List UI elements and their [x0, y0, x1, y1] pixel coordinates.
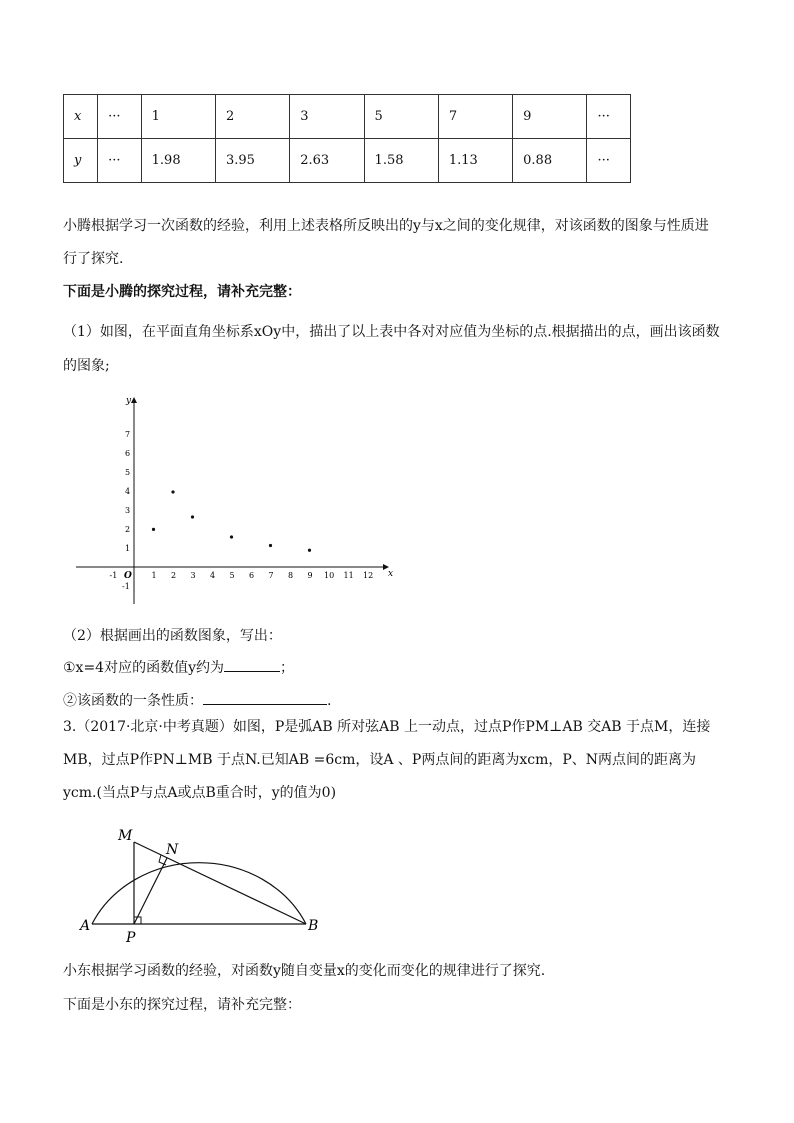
x-axis-label: x: [388, 569, 394, 579]
label-n: N: [166, 842, 179, 858]
x-tick-label: -1: [109, 571, 118, 580]
table-cell: ···: [587, 139, 631, 183]
table-cell: 1.98: [141, 139, 215, 183]
table-row-x: [64, 95, 631, 139]
table-cell: 5: [364, 95, 438, 139]
origin-label: O: [124, 571, 132, 581]
intro-line-2: 行了探究.: [63, 251, 124, 267]
q2-item-1: [63, 652, 733, 685]
data-point: [269, 544, 272, 547]
q1-line-1: （1）如图，在平面直角坐标系xOy中，描出了以上表中各对对应值为坐标的点.根据描出的点，画出该函数: [63, 324, 720, 340]
table-cell: ···: [587, 95, 631, 139]
intro-line-1: 小腾根据学习一次函数的经验，利用上述表格所反映出的y与x之间的变化规律，对该函数的图象与性质进: [63, 218, 709, 234]
table-cell: 1.13: [438, 139, 512, 183]
table-cell: 1: [141, 95, 215, 139]
plotted-points: [152, 490, 311, 552]
y-tick-label: 4: [125, 487, 131, 496]
x-tick-label: 2: [171, 571, 177, 580]
table-cell: 1.58: [364, 139, 438, 183]
q2-item-1-text: ①x=4对应的函数值y约为: [63, 660, 224, 676]
y-tick-label: -1: [122, 582, 130, 591]
q2-item-1-suffix: ；: [280, 660, 294, 676]
label-m: M: [118, 828, 133, 844]
x-tick-label: 9: [307, 571, 313, 580]
problem3-line-2: MB，过点P作PN⊥MB 于点N.已知AB =6cm，设A 、P两点间的距离为xcm，P、N两点间的距离为: [63, 752, 697, 768]
table-cell: 9: [513, 95, 587, 139]
value-table: [63, 94, 631, 183]
x-tick-label: 4: [210, 571, 216, 580]
table-cell: 7: [438, 95, 512, 139]
table-cell: 3: [290, 95, 364, 139]
coordinate-graph: [70, 390, 400, 610]
data-point: [191, 515, 194, 518]
y-tick-label: 2: [125, 525, 131, 534]
answer-blank[interactable]: [224, 657, 280, 672]
outro-line-2: 下面是小东的探究过程，请补充完整：: [63, 997, 301, 1013]
y-tick-label: 7: [125, 430, 131, 439]
semicircle-figure: [70, 818, 330, 948]
table-cell: 2.63: [290, 139, 364, 183]
segment-pn: [134, 858, 167, 924]
x-tick-label: 10: [324, 571, 335, 580]
y-tick-label: 5: [125, 468, 131, 477]
x-tick-labels: [110, 571, 374, 580]
x-tick-label: 6: [249, 571, 255, 580]
q2-title: （2）根据画出的函数图象，写出：: [63, 628, 282, 644]
table-header-y: y: [64, 139, 98, 183]
table-cell: 0.88: [513, 139, 587, 183]
x-tick-label: 11: [343, 571, 354, 580]
q1-line-2: 的图象;: [63, 358, 110, 374]
data-point: [171, 490, 174, 493]
table-cell: ···: [98, 139, 142, 183]
process-heading: 下面是小腾的探究过程，请补充完整：: [63, 284, 301, 300]
problem3-line-3: ycm.(当点P与点A或点B重合时，y的值为0): [63, 785, 337, 801]
y-tick-label: 1: [125, 544, 131, 553]
outro-line-1: 小东根据学习函数的经验，对函数y随自变量x的变化而变化的规律进行了探究.: [63, 963, 546, 979]
x-tick-label: 12: [363, 571, 374, 580]
answer-blank[interactable]: [203, 690, 327, 705]
label-b: B: [308, 918, 319, 934]
x-tick-label: 8: [288, 571, 294, 580]
table-cell: 2: [215, 95, 289, 139]
table-row-y: [64, 139, 631, 183]
label-p: P: [126, 930, 136, 946]
x-tick-label: 1: [151, 571, 157, 580]
x-tick-label: 7: [268, 571, 274, 580]
problem3-line-1: 3.（2017·北京·中考真题）如图，P是弧AB 所对弦AB 上一动点，过点P作PM⊥AB 交AB 于点M，连接: [63, 719, 711, 735]
label-a: A: [80, 918, 91, 934]
data-point: [308, 549, 311, 552]
table-cell: ···: [98, 95, 142, 139]
table-cell: 3.95: [215, 139, 289, 183]
y-tick-label: 6: [125, 449, 131, 458]
data-point: [230, 535, 233, 538]
table-header-x: x: [64, 95, 98, 139]
y-tick-label: 3: [125, 506, 131, 515]
x-tick-label: 3: [190, 571, 196, 580]
arc-ab: [92, 863, 306, 924]
segment-mb: [134, 842, 306, 924]
x-tick-label: 5: [229, 571, 235, 580]
y-axis-label: y: [126, 396, 132, 406]
q2-item-2-text: ②该函数的一条性质：: [63, 693, 203, 709]
q2-item-2-suffix: .: [327, 693, 332, 709]
data-point: [152, 528, 155, 531]
